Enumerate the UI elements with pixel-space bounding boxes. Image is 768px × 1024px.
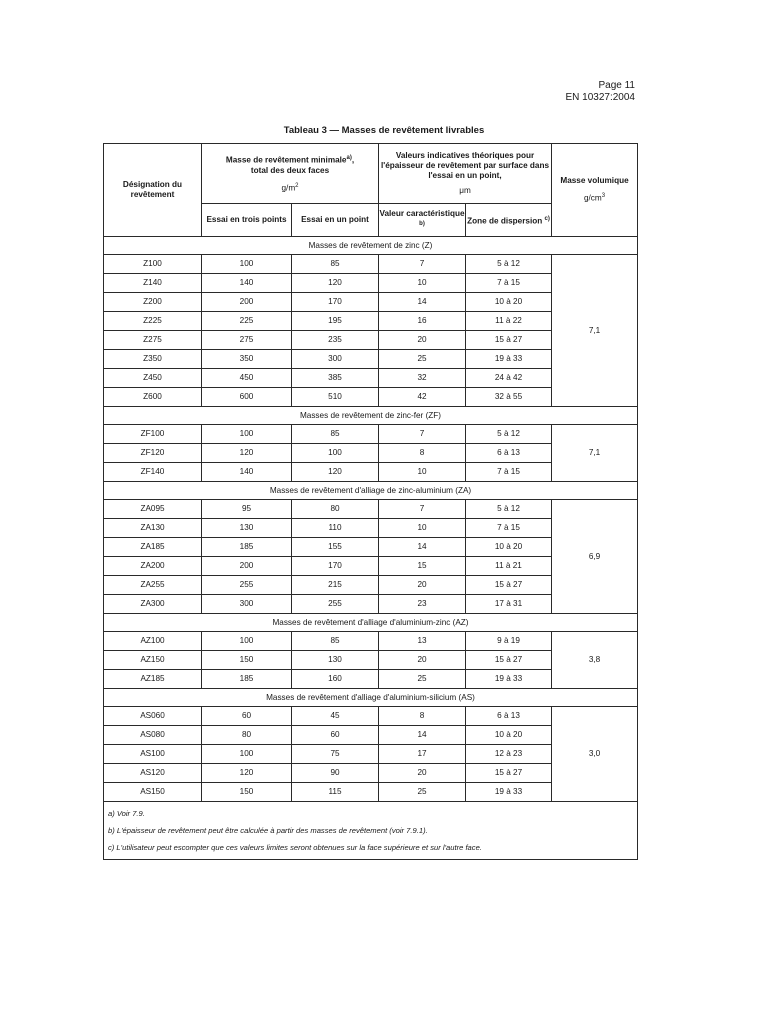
table-cell: 11 à 21	[466, 557, 552, 576]
table-cell: 185	[202, 670, 292, 689]
table-cell: 120	[292, 463, 379, 482]
table-cell: Z275	[104, 331, 202, 350]
table-cell: AZ185	[104, 670, 202, 689]
table-cell: 195	[292, 312, 379, 331]
table-cell: 80	[292, 500, 379, 519]
table-cell: 9 à 19	[466, 632, 552, 651]
table-cell: 85	[292, 425, 379, 444]
table-cell: 80	[202, 726, 292, 745]
section-title: Masses de revêtement d'alliage de zinc-aluminium (ZA)	[104, 482, 638, 500]
table-cell: 385	[292, 369, 379, 388]
table-cell: 185	[202, 538, 292, 557]
table-cell: ZA130	[104, 519, 202, 538]
table-cell: 75	[292, 745, 379, 764]
header-mass-footnote: a)	[346, 155, 352, 162]
header-thickness-label: Valeurs indicatives théoriques pour l'épaisseur de revêtement par surface dans l'essai en un point,	[380, 151, 550, 180]
table-row	[104, 500, 638, 519]
table-cell: 7	[379, 255, 466, 274]
note-a: a) Voir 7.9.	[108, 809, 145, 818]
table-cell: 7 à 15	[466, 274, 552, 293]
table-cell: 255	[292, 595, 379, 614]
table-cell: 14	[379, 726, 466, 745]
table-cell: 45	[292, 707, 379, 726]
table-cell: 17 à 31	[466, 595, 552, 614]
table-cell: 100	[202, 745, 292, 764]
table-cell: 115	[292, 783, 379, 802]
density-value: 3,0	[552, 707, 638, 802]
table-cell: AS120	[104, 764, 202, 783]
table-cell: AZ100	[104, 632, 202, 651]
table-cell: 140	[202, 463, 292, 482]
header-designation: Désignation du revêtement	[104, 144, 202, 237]
section-title: Masses de revêtement d'alliage d'aluminium-zinc (AZ)	[104, 614, 638, 632]
table-cell: 7	[379, 425, 466, 444]
table-cell: 11 à 22	[466, 312, 552, 331]
table-row	[104, 707, 638, 726]
table-cell: 150	[202, 651, 292, 670]
table-cell: 170	[292, 557, 379, 576]
table-cell: 12 à 23	[466, 745, 552, 764]
section-header-row	[104, 689, 638, 707]
density-value: 3,8	[552, 632, 638, 689]
table-cell: Z225	[104, 312, 202, 331]
table-cell: 155	[292, 538, 379, 557]
table-cell: 235	[292, 331, 379, 350]
table-cell: 95	[202, 500, 292, 519]
table-cell: Z450	[104, 369, 202, 388]
table-cell: 24 à 42	[466, 369, 552, 388]
table-cell: 300	[202, 595, 292, 614]
table-cell: 10	[379, 274, 466, 293]
table-cell: 25	[379, 670, 466, 689]
section-title: Masses de revêtement d'alliage d'aluminium-silicium (AS)	[104, 689, 638, 707]
table-cell: 100	[202, 255, 292, 274]
density-value: 7,1	[552, 255, 638, 407]
header-characteristic-value: Valeur caractéristique $^{b)}$	[379, 204, 466, 237]
table-cell: 160	[292, 670, 379, 689]
header-mass-label: Masse de revêtement minimale	[225, 156, 347, 165]
table-cell: AS100	[104, 745, 202, 764]
header-mass-group: Masse de revêtement minimale$^{a)}$, total des deux faces $g/m^2$	[202, 144, 379, 204]
table-cell: ZF140	[104, 463, 202, 482]
table-cell: 6 à 13	[466, 707, 552, 726]
table-cell: AZ150	[104, 651, 202, 670]
table-cell: 23	[379, 595, 466, 614]
table-cell: 20	[379, 764, 466, 783]
table-cell: 130	[292, 651, 379, 670]
table-row	[104, 425, 638, 444]
header-three-point: Essai en trois points	[202, 204, 292, 237]
table-cell: 15 à 27	[466, 764, 552, 783]
table-cell: 19 à 33	[466, 783, 552, 802]
table-cell: 20	[379, 576, 466, 595]
table-cell: 60	[292, 726, 379, 745]
table-cell: Z140	[104, 274, 202, 293]
page-number: Page 11	[598, 80, 635, 91]
table-cell: 32	[379, 369, 466, 388]
table-cell: 20	[379, 651, 466, 670]
table-cell: AS060	[104, 707, 202, 726]
table-cell: ZA300	[104, 595, 202, 614]
header-mass-line2: total des deux faces	[250, 166, 330, 175]
table-cell: 8	[379, 444, 466, 463]
table-row	[104, 255, 638, 274]
table-cell: 15 à 27	[466, 651, 552, 670]
table-cell: ZA255	[104, 576, 202, 595]
table-cell: 32 à 55	[466, 388, 552, 407]
header-thickness-group	[379, 144, 552, 204]
header-dispersion-range: Zone de dispersion $^{c)}$	[466, 204, 552, 237]
table-cell: 16	[379, 312, 466, 331]
table-cell: 215	[292, 576, 379, 595]
table-cell: 10 à 20	[466, 293, 552, 312]
table-notes	[104, 802, 638, 860]
table-cell: 10	[379, 463, 466, 482]
header-density-label: Masse volumique	[560, 176, 629, 186]
table-cell: 450	[202, 369, 292, 388]
table-cell: ZA185	[104, 538, 202, 557]
table-cell: 25	[379, 783, 466, 802]
note-c: c) L'utilisateur peut escompter que ces valeurs limites seront obtenues sur la face supérieure et sur l'autre face.	[108, 843, 482, 852]
table-cell: 15 à 27	[466, 331, 552, 350]
table-body	[104, 237, 638, 802]
table-cell: 6 à 13	[466, 444, 552, 463]
section-header-row	[104, 237, 638, 255]
table-cell: 100	[202, 632, 292, 651]
section-title: Masses de revêtement de zinc (Z)	[104, 237, 638, 255]
table-cell: 10 à 20	[466, 726, 552, 745]
table-cell: 7 à 15	[466, 463, 552, 482]
table-cell: 17	[379, 745, 466, 764]
table-cell: 120	[202, 444, 292, 463]
table-cell: 140	[202, 274, 292, 293]
table-cell: 120	[202, 764, 292, 783]
table-cell: 510	[292, 388, 379, 407]
table-cell: 7	[379, 500, 466, 519]
table-cell: 170	[292, 293, 379, 312]
page-header	[565, 80, 635, 104]
table-cell: 42	[379, 388, 466, 407]
table-cell: ZA200	[104, 557, 202, 576]
table-cell: 130	[202, 519, 292, 538]
table-cell: 13	[379, 632, 466, 651]
table-cell: 100	[202, 425, 292, 444]
table-cell: 20	[379, 331, 466, 350]
header-mass-unit: $g/m^2$	[281, 183, 299, 193]
table-cell: 200	[202, 557, 292, 576]
table-cell: ZF120	[104, 444, 202, 463]
table-cell: 300	[292, 350, 379, 369]
table-cell: 85	[292, 632, 379, 651]
table-cell: 19 à 33	[466, 670, 552, 689]
section-header-row	[104, 482, 638, 500]
table-row	[104, 632, 638, 651]
table-cell: 100	[292, 444, 379, 463]
header-density	[552, 144, 638, 237]
table-cell: 10	[379, 519, 466, 538]
section-title: Masses de revêtement de zinc-fer (ZF)	[104, 407, 638, 425]
table-cell: AS080	[104, 726, 202, 745]
table-cell: Z350	[104, 350, 202, 369]
header-one-point: Essai en un point	[292, 204, 379, 237]
density-value: 6,9	[552, 500, 638, 614]
table-cell: Z200	[104, 293, 202, 312]
table-cell: 14	[379, 293, 466, 312]
table-cell: 10 à 20	[466, 538, 552, 557]
table-cell: 600	[202, 388, 292, 407]
table-cell: 5 à 12	[466, 255, 552, 274]
section-header-row	[104, 614, 638, 632]
table-cell: 150	[202, 783, 292, 802]
table-cell: 90	[292, 764, 379, 783]
header-thickness-unit: μm	[459, 186, 471, 195]
table-cell: 15 à 27	[466, 576, 552, 595]
table-cell: 8	[379, 707, 466, 726]
density-value: 7,1	[552, 425, 638, 482]
table-cell: 120	[292, 274, 379, 293]
table-cell: 85	[292, 255, 379, 274]
table-cell: 19 à 33	[466, 350, 552, 369]
table-cell: 275	[202, 331, 292, 350]
table-cell: 5 à 12	[466, 500, 552, 519]
standard-reference: EN 10327:2004	[565, 92, 635, 103]
table-cell: ZF100	[104, 425, 202, 444]
table-cell: 14	[379, 538, 466, 557]
table-cell: 110	[292, 519, 379, 538]
table-title: Tableau 3 — Masses de revêtement livrables	[283, 125, 485, 136]
table-cell: 25	[379, 350, 466, 369]
table-cell: 225	[202, 312, 292, 331]
header-density-unit: $g/cm^3$	[583, 193, 606, 203]
section-header-row	[104, 407, 638, 425]
table-cell: 200	[202, 293, 292, 312]
table-cell: Z100	[104, 255, 202, 274]
table-cell: 350	[202, 350, 292, 369]
table-cell: 60	[202, 707, 292, 726]
table-cell: ZA095	[104, 500, 202, 519]
table-cell: 255	[202, 576, 292, 595]
note-b: b) L'épaisseur de revêtement peut être calculée à partir des masses de revêtement (voir 7.9.1).	[108, 826, 428, 835]
table-cell: 7 à 15	[466, 519, 552, 538]
table-cell: 5 à 12	[466, 425, 552, 444]
coating-mass-table	[103, 143, 638, 860]
table-cell: AS150	[104, 783, 202, 802]
table-cell: 15	[379, 557, 466, 576]
table-cell: Z600	[104, 388, 202, 407]
